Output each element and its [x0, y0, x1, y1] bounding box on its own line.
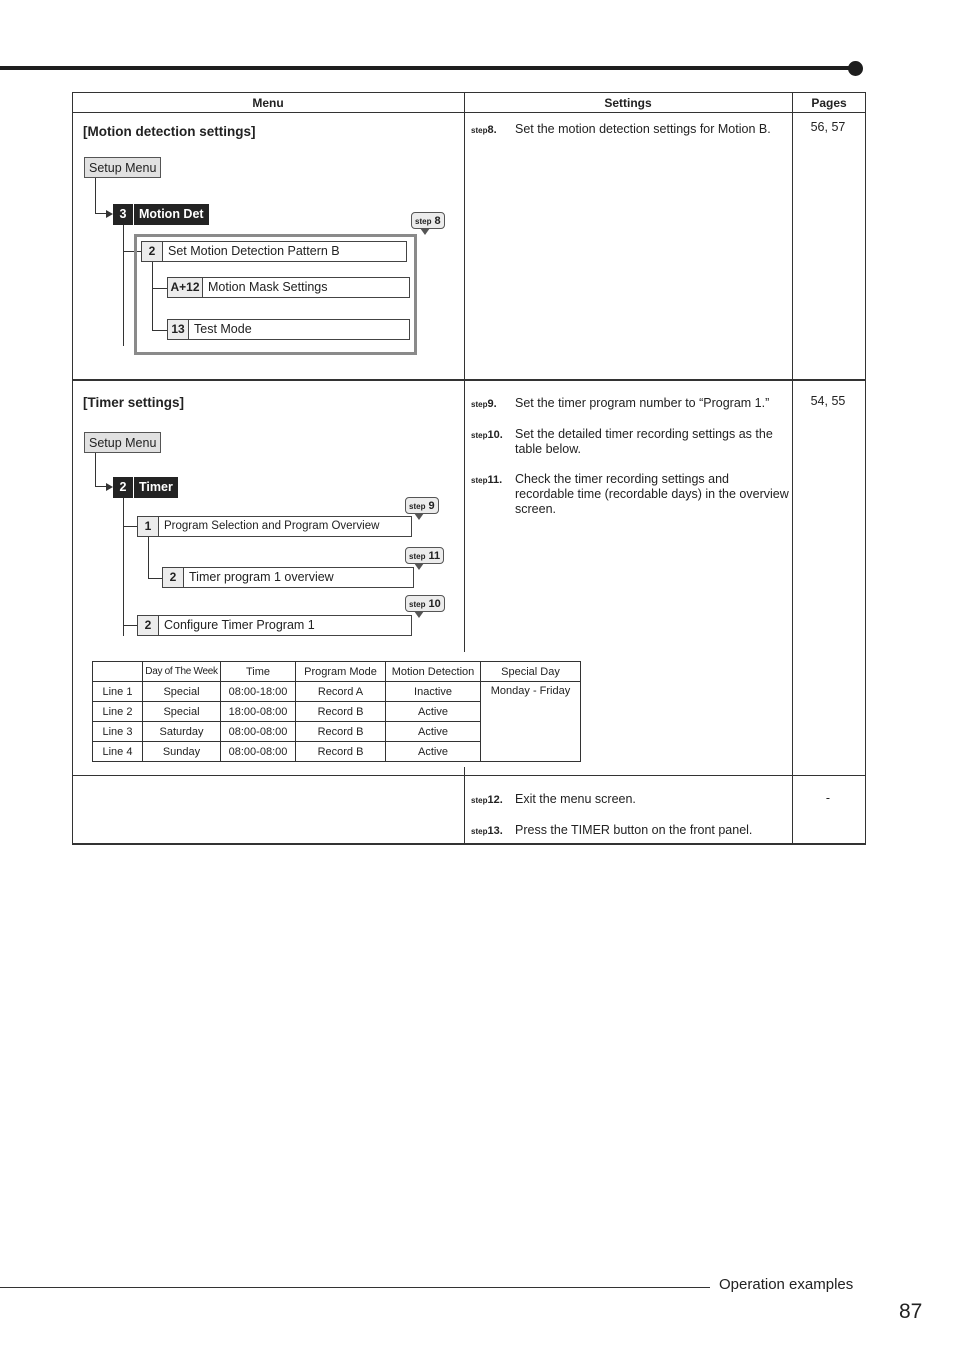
item-label: Timer: [139, 480, 173, 494]
tree-line: [123, 625, 137, 626]
menu-item-motion-mask-settings[interactable]: [167, 277, 410, 298]
tree-line: [123, 526, 137, 527]
header-divider: [72, 112, 866, 113]
special-day-cell: Monday - Friday: [481, 682, 581, 762]
item-label: Test Mode: [194, 322, 252, 336]
menu-item-set-motion-pattern-b[interactable]: [141, 241, 407, 262]
item-number: A+12: [168, 278, 203, 297]
table-cell: Active: [386, 742, 481, 762]
timer-schedule-table: [92, 661, 581, 762]
item-label: Set Motion Detection Pattern B: [168, 244, 340, 258]
pages-motion: 56, 57: [810, 120, 846, 134]
table-cell: Record B: [296, 742, 386, 762]
column-header: Program Mode: [296, 662, 386, 682]
item-number: 2: [138, 616, 159, 635]
item-label: Program Selection and Program Overview: [164, 520, 380, 532]
step-bubble-8: step 8: [411, 212, 445, 229]
tree-line: [152, 288, 167, 289]
item-number: 3: [113, 204, 134, 225]
table-cell: Line 1: [93, 682, 143, 702]
table-cell: 18:00-08:00: [221, 702, 296, 722]
item-label: Timer program 1 overview: [189, 570, 334, 584]
header-pages: Pages: [811, 96, 847, 110]
page-number: 87: [899, 1300, 923, 1323]
column-header: Motion Detection: [386, 662, 481, 682]
tree-line: [152, 330, 167, 331]
table-bottom: [72, 843, 866, 845]
top-rule-dot: [848, 61, 863, 76]
footer-rule: [0, 1287, 710, 1288]
tree-line: [123, 498, 124, 636]
step-bubble-10: step 10: [405, 595, 445, 612]
table-cell: Record B: [296, 702, 386, 722]
table-cell: Line 2: [93, 702, 143, 722]
pages-final: -: [825, 791, 831, 805]
tree-line: [95, 178, 96, 214]
menu-item-program-selection[interactable]: [137, 516, 412, 537]
tree-line: [148, 537, 149, 579]
arrow-icon: [106, 210, 113, 218]
menu-item-timer-program-1-overview[interactable]: [162, 567, 414, 588]
column-header: Special Day: [481, 662, 581, 682]
table-cell: Active: [386, 722, 481, 742]
item-number: 1: [138, 517, 159, 536]
table-cell: Line 4: [93, 742, 143, 762]
table-cell: Record A: [296, 682, 386, 702]
table-cell: Record B: [296, 722, 386, 742]
tree-line: [95, 453, 96, 487]
table-cell: Saturday: [143, 722, 221, 742]
pages-timer: 54, 55: [810, 394, 846, 408]
table-row: [93, 682, 581, 702]
column-header: Day of The Week: [143, 662, 221, 682]
item-number: 13: [168, 320, 189, 339]
table-cell: Sunday: [143, 742, 221, 762]
setup-menu-button[interactable]: Setup Menu: [84, 432, 161, 453]
table-cell: Line 3: [93, 722, 143, 742]
section-title-timer: [Timer settings]: [83, 395, 185, 410]
step-bubble-9: step 9: [405, 497, 439, 514]
step-bubble-11: step 11: [405, 547, 444, 564]
table-cell: Active: [386, 702, 481, 722]
item-label: Motion Det: [139, 207, 204, 221]
table-cell: Special: [143, 682, 221, 702]
item-number: 2: [163, 568, 184, 587]
header-settings: Settings: [604, 96, 652, 110]
tree-line: [152, 262, 153, 330]
tree-line: [123, 225, 124, 346]
section-title-motion: [Motion detection settings]: [83, 124, 256, 139]
menu-item-test-mode[interactable]: [167, 319, 410, 340]
menu-item-configure-timer-program-1[interactable]: [137, 615, 412, 636]
table-cell: 08:00-08:00: [221, 722, 296, 742]
column-header: Time: [221, 662, 296, 682]
item-number: 2: [113, 477, 134, 498]
table-cell: Special: [143, 702, 221, 722]
tree-line: [148, 578, 162, 579]
table-cell: Inactive: [386, 682, 481, 702]
table-cell: 08:00-18:00: [221, 682, 296, 702]
menu-item-timer[interactable]: [113, 477, 178, 498]
item-label: Configure Timer Program 1: [164, 618, 315, 632]
item-label: Motion Mask Settings: [208, 280, 328, 294]
table-cell: 08:00-08:00: [221, 742, 296, 762]
arrow-icon: [106, 483, 113, 491]
item-number: 2: [142, 242, 163, 261]
column-header: [93, 662, 143, 682]
row-divider-2: [72, 775, 866, 776]
column-divider-pages: [792, 92, 793, 845]
top-rule: [0, 66, 852, 70]
menu-item-motion-det[interactable]: [113, 204, 209, 225]
footer-section-label: Operation examples: [719, 1276, 854, 1293]
header-menu: Menu: [252, 96, 284, 110]
setup-menu-button[interactable]: Setup Menu: [84, 157, 161, 178]
table-header-row: [93, 662, 581, 682]
row-divider-1: [72, 379, 866, 381]
